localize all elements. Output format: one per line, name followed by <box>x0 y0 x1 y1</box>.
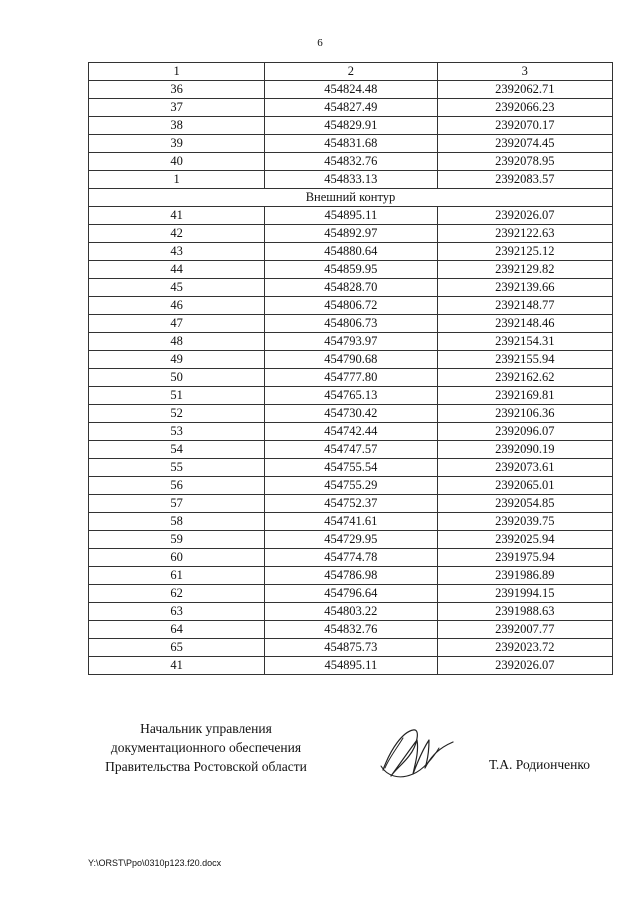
x-coordinate-cell: 454831.68 <box>265 135 437 153</box>
x-coordinate-cell: 454833.13 <box>265 171 437 189</box>
table-row <box>89 99 613 117</box>
table-row <box>89 423 613 441</box>
point-number-cell: 44 <box>89 261 265 279</box>
point-number-cell: 1 <box>89 171 265 189</box>
x-coordinate-cell: 454829.91 <box>265 117 437 135</box>
x-coordinate-cell: 454895.11 <box>265 207 437 225</box>
table-row <box>89 351 613 369</box>
y-coordinate-cell: 2391975.94 <box>437 549 612 567</box>
point-number-cell: 53 <box>89 423 265 441</box>
x-coordinate-cell: 454832.76 <box>265 621 437 639</box>
y-coordinate-cell: 2392074.45 <box>437 135 612 153</box>
point-number-cell: 41 <box>89 657 265 675</box>
y-coordinate-cell: 2392073.61 <box>437 459 612 477</box>
point-number-cell: 45 <box>89 279 265 297</box>
x-coordinate-cell: 454895.11 <box>265 657 437 675</box>
y-coordinate-cell: 2392148.46 <box>437 315 612 333</box>
signatory-title-line: Правительства Ростовской области <box>105 759 307 774</box>
point-number-cell: 64 <box>89 621 265 639</box>
y-coordinate-cell: 2392129.82 <box>437 261 612 279</box>
y-coordinate-cell: 2392025.94 <box>437 531 612 549</box>
point-number-cell: 61 <box>89 567 265 585</box>
point-number-cell: 40 <box>89 153 265 171</box>
y-coordinate-cell: 2392007.77 <box>437 621 612 639</box>
table-row <box>89 261 613 279</box>
point-number-cell: 62 <box>89 585 265 603</box>
x-coordinate-cell: 454752.37 <box>265 495 437 513</box>
table-row <box>89 513 613 531</box>
point-number-cell: 46 <box>89 297 265 315</box>
table-row <box>89 117 613 135</box>
point-number-cell: 43 <box>89 243 265 261</box>
y-coordinate-cell: 2392066.23 <box>437 99 612 117</box>
table-row <box>89 567 613 585</box>
table-row <box>89 225 613 243</box>
x-coordinate-cell: 454793.97 <box>265 333 437 351</box>
point-number-cell: 49 <box>89 351 265 369</box>
point-number-cell: 48 <box>89 333 265 351</box>
table-row <box>89 441 613 459</box>
y-coordinate-cell: 2392062.71 <box>437 81 612 99</box>
table-row <box>89 477 613 495</box>
x-coordinate-cell: 454859.95 <box>265 261 437 279</box>
table-row <box>89 243 613 261</box>
point-number-cell: 39 <box>89 135 265 153</box>
y-coordinate-cell: 2392169.81 <box>437 387 612 405</box>
table-row <box>89 153 613 171</box>
x-coordinate-cell: 454828.70 <box>265 279 437 297</box>
x-coordinate-cell: 454892.97 <box>265 225 437 243</box>
point-number-cell: 52 <box>89 405 265 423</box>
y-coordinate-cell: 2392106.36 <box>437 405 612 423</box>
x-coordinate-cell: 454832.76 <box>265 153 437 171</box>
y-coordinate-cell: 2391994.15 <box>437 585 612 603</box>
table-row <box>89 603 613 621</box>
x-coordinate-cell: 454806.73 <box>265 315 437 333</box>
table-row <box>89 387 613 405</box>
point-number-cell: 55 <box>89 459 265 477</box>
y-coordinate-cell: 2392090.19 <box>437 441 612 459</box>
signatory-title-line: Начальник управления <box>140 721 272 736</box>
table-row <box>89 405 613 423</box>
table-row <box>89 297 613 315</box>
signatory-title-line: документационного обеспечения <box>110 740 302 755</box>
y-coordinate-cell: 2392162.62 <box>437 369 612 387</box>
x-coordinate-cell: 454827.49 <box>265 99 437 117</box>
point-number-cell: 51 <box>89 387 265 405</box>
x-coordinate-cell: 454774.78 <box>265 549 437 567</box>
y-coordinate-cell: 2392023.72 <box>437 639 612 657</box>
x-coordinate-cell: 454755.54 <box>265 459 437 477</box>
y-coordinate-cell: 2392148.77 <box>437 297 612 315</box>
y-coordinate-cell: 2392096.07 <box>437 423 612 441</box>
x-coordinate-cell: 454803.22 <box>265 603 437 621</box>
x-coordinate-cell: 454790.68 <box>265 351 437 369</box>
signatory-title <box>86 719 326 776</box>
y-coordinate-cell: 2392139.66 <box>437 279 612 297</box>
y-coordinate-cell: 2392125.12 <box>437 243 612 261</box>
x-coordinate-cell: 454755.29 <box>265 477 437 495</box>
table-row <box>89 135 613 153</box>
table-header-row <box>89 63 613 81</box>
x-coordinate-cell: 454742.44 <box>265 423 437 441</box>
point-number-cell: 56 <box>89 477 265 495</box>
y-coordinate-cell: 2392083.57 <box>437 171 612 189</box>
table-row <box>89 279 613 297</box>
table-row <box>89 639 613 657</box>
point-number-cell: 37 <box>89 99 265 117</box>
section-header-cell: Внешний контур <box>89 189 613 207</box>
point-number-cell: 63 <box>89 603 265 621</box>
table-row <box>89 315 613 333</box>
table-row <box>89 621 613 639</box>
handwritten-signature <box>373 718 463 788</box>
x-coordinate-cell: 454824.48 <box>265 81 437 99</box>
y-coordinate-cell: 2391988.63 <box>437 603 612 621</box>
y-coordinate-cell: 2392026.07 <box>437 207 612 225</box>
y-coordinate-cell: 2392078.95 <box>437 153 612 171</box>
x-coordinate-cell: 454747.57 <box>265 441 437 459</box>
point-number-cell: 50 <box>89 369 265 387</box>
table-row <box>89 207 613 225</box>
y-coordinate-cell: 2392039.75 <box>437 513 612 531</box>
point-number-cell: 58 <box>89 513 265 531</box>
table-row <box>89 585 613 603</box>
table-row <box>89 333 613 351</box>
point-number-cell: 59 <box>89 531 265 549</box>
y-coordinate-cell: 2391986.89 <box>437 567 612 585</box>
x-coordinate-cell: 454880.64 <box>265 243 437 261</box>
y-coordinate-cell: 2392065.01 <box>437 477 612 495</box>
x-coordinate-cell: 454729.95 <box>265 531 437 549</box>
y-coordinate-cell: 2392122.63 <box>437 225 612 243</box>
page-number: 6 <box>317 37 323 49</box>
x-coordinate-cell: 454730.42 <box>265 405 437 423</box>
y-coordinate-cell: 2392054.85 <box>437 495 612 513</box>
table-row <box>89 657 613 675</box>
table-header-cell: 3 <box>437 63 612 81</box>
signatory-name: Т.А. Родионченко <box>489 757 590 772</box>
coordinates-table <box>88 62 613 675</box>
x-coordinate-cell: 454806.72 <box>265 297 437 315</box>
y-coordinate-cell: 2392155.94 <box>437 351 612 369</box>
point-number-cell: 65 <box>89 639 265 657</box>
table-row <box>89 369 613 387</box>
x-coordinate-cell: 454741.61 <box>265 513 437 531</box>
table-header-cell: 2 <box>265 63 437 81</box>
x-coordinate-cell: 454875.73 <box>265 639 437 657</box>
table-row <box>89 549 613 567</box>
x-coordinate-cell: 454786.98 <box>265 567 437 585</box>
y-coordinate-cell: 2392070.17 <box>437 117 612 135</box>
table-row <box>89 531 613 549</box>
point-number-cell: 42 <box>89 225 265 243</box>
file-path: Y:\ORST\Ppo\0310p123.f20.docx <box>88 858 222 868</box>
point-number-cell: 54 <box>89 441 265 459</box>
x-coordinate-cell: 454796.64 <box>265 585 437 603</box>
table-header-cell: 1 <box>89 63 265 81</box>
point-number-cell: 60 <box>89 549 265 567</box>
point-number-cell: 41 <box>89 207 265 225</box>
coordinates-table-body <box>89 63 613 675</box>
table-row <box>89 495 613 513</box>
x-coordinate-cell: 454777.80 <box>265 369 437 387</box>
table-row <box>89 459 613 477</box>
point-number-cell: 38 <box>89 117 265 135</box>
y-coordinate-cell: 2392154.31 <box>437 333 612 351</box>
table-row <box>89 189 613 207</box>
table-row <box>89 171 613 189</box>
point-number-cell: 57 <box>89 495 265 513</box>
point-number-cell: 36 <box>89 81 265 99</box>
y-coordinate-cell: 2392026.07 <box>437 657 612 675</box>
point-number-cell: 47 <box>89 315 265 333</box>
table-row <box>89 81 613 99</box>
x-coordinate-cell: 454765.13 <box>265 387 437 405</box>
